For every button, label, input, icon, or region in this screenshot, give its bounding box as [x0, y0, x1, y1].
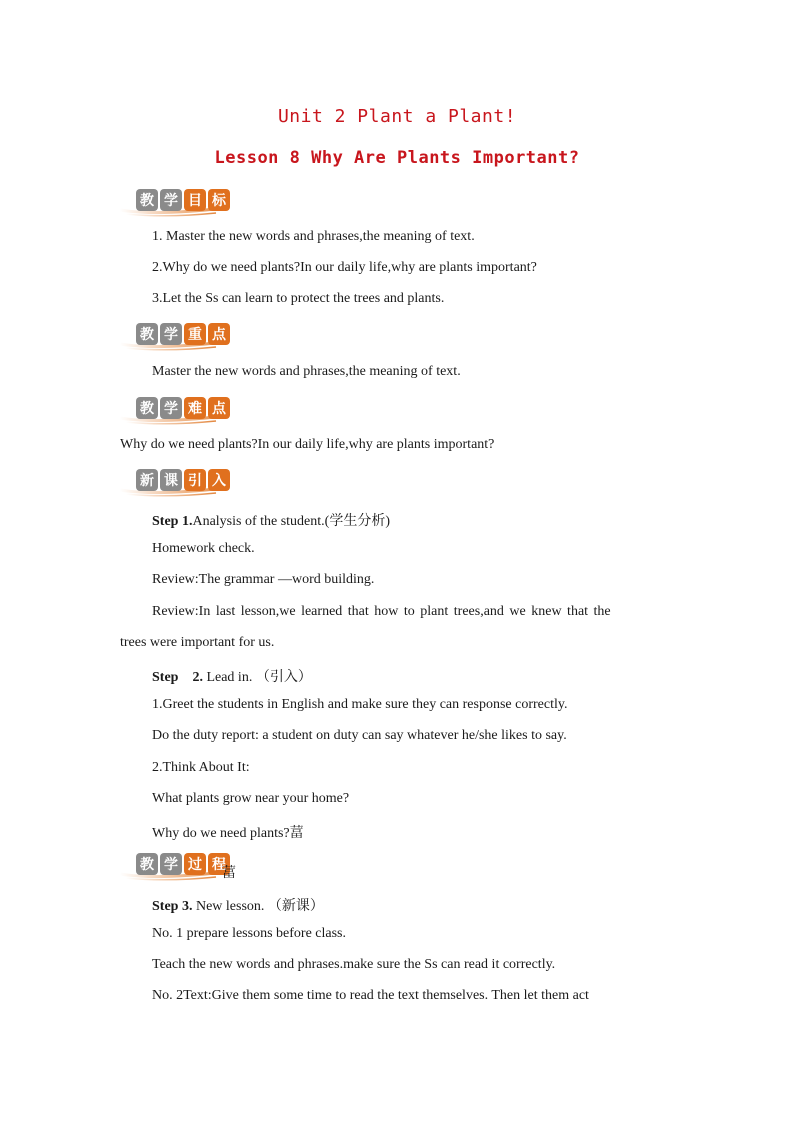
step-3	[152, 895, 324, 915]
key-point-text: Master the new words and phrases,the meaning of text.	[152, 364, 461, 379]
step-label: Step 1.	[152, 514, 193, 529]
lesson-step-line: Teach the new words and phrases.make sure the Ss can read it correctly.	[152, 957, 556, 972]
badge-char: 标	[208, 189, 230, 211]
badge-char: 引	[184, 469, 206, 491]
badge-char: 新	[136, 469, 158, 491]
lesson-step-line: No. 2Text:Give them some time to read the text themselves. Then let them act	[152, 988, 589, 1003]
badge-char: 教	[136, 323, 158, 345]
badge-char: 目	[184, 189, 206, 211]
badge-char: 教	[136, 853, 158, 875]
question-line: What plants grow near your home?	[152, 791, 350, 806]
badge-char: 程	[208, 853, 230, 875]
step-text: Lead in. （引入）	[202, 670, 312, 685]
review-line-cont: trees were important for us.	[120, 635, 275, 650]
step-text: New lesson. （新课）	[192, 899, 324, 914]
step-1	[152, 510, 390, 530]
section-badge-key-points	[116, 320, 228, 354]
badge-char: 点	[208, 397, 230, 419]
badge-char: 学	[160, 323, 182, 345]
homework-line: Homework check.	[152, 541, 255, 556]
badge-char: 入	[208, 469, 230, 491]
step-label: Step 3.	[152, 899, 193, 914]
review-line: Review:The grammar —word building.	[152, 572, 375, 587]
badge-char: 重	[184, 323, 206, 345]
badge-char: 过	[184, 853, 206, 875]
badge-char: 教	[136, 189, 158, 211]
badge-char: 课	[160, 469, 182, 491]
lesson-step-line: No. 1 prepare lessons before class.	[152, 926, 346, 941]
badge-char: 学	[160, 853, 182, 875]
unit-title: Unit 2 Plant a Plant!	[277, 106, 517, 127]
objective-line: 2.Why do we need plants?In our daily life,why are plants important?	[152, 260, 537, 275]
objective-line: 3.Let the Ss can learn to protect the trees and plants.	[152, 291, 445, 306]
stray-char: 葍	[222, 866, 236, 881]
badge-char: 学	[160, 397, 182, 419]
question-line: Why do we need plants?葍	[152, 826, 304, 841]
lesson-title: Lesson 8 Why Are Plants Important?	[214, 148, 580, 168]
greet-line: 1.Greet the students in English and make sure they can response correctly.	[152, 697, 568, 712]
step-label: Step 2.	[152, 670, 203, 685]
duty-line: Do the duty report: a student on duty can say whatever he/she likes to say.	[152, 728, 567, 743]
badge-char: 点	[208, 323, 230, 345]
badge-char: 教	[136, 397, 158, 419]
think-line: 2.Think About It:	[152, 760, 250, 775]
badge-char: 难	[184, 397, 206, 419]
section-badge-objectives	[116, 186, 228, 220]
step-2	[152, 666, 312, 686]
badge-char: 学	[160, 189, 182, 211]
section-badge-difficulties	[116, 394, 228, 428]
review-line: Review:In last lesson,we learned that how to plant trees,and we knew that the	[152, 604, 611, 619]
section-badge-intro	[116, 466, 228, 500]
difficulty-text: Why do we need plants?In our daily life,why are plants important?	[120, 437, 495, 452]
section-badge-process	[116, 850, 256, 884]
objective-line: 1. Master the new words and phrases,the meaning of text.	[152, 229, 475, 244]
step-text: Analysis of the student.(学生分析)	[192, 514, 390, 529]
